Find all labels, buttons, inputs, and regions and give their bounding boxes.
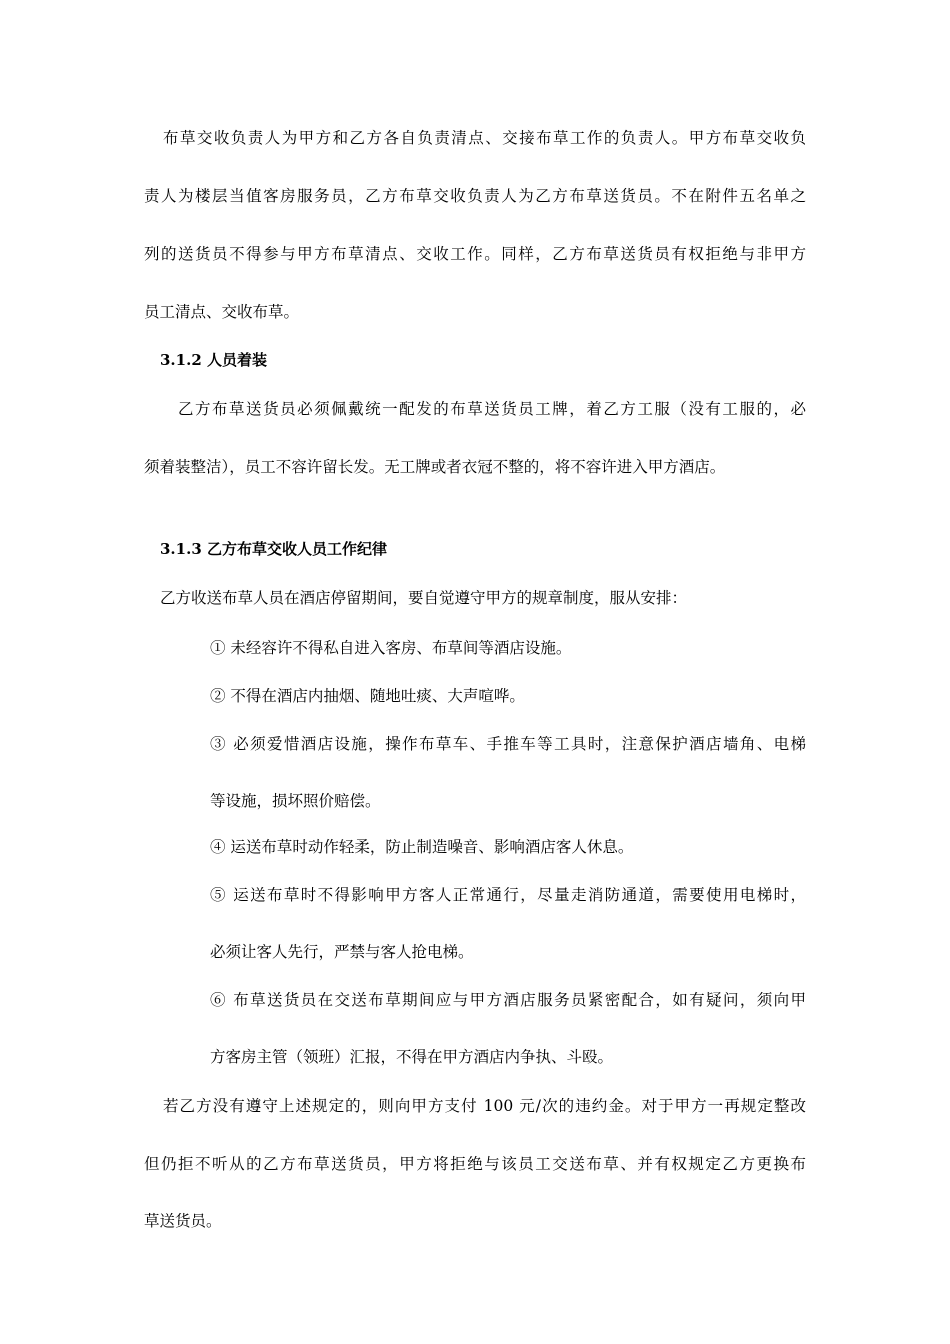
list-item: ③ 必须爱惜酒店设施，操作布草车、手推车等工具时，注意保护酒店墙角、电梯: [210, 735, 806, 753]
list-item-continuation: 必须让客人先行，严禁与客人抢电梯。: [210, 943, 474, 961]
paragraph-line: 若乙方没有遵守上述规定的，则向甲方支付 100 元/次的违约金。对于甲方一再规定整改: [163, 1097, 806, 1115]
list-item: ⑤ 运送布草时不得影响甲方客人正常通行，尽量走消防通道，需要使用电梯时，: [210, 886, 806, 904]
section-heading: 3.1.2 人员着装: [160, 351, 267, 369]
list-item: ② 不得在酒店内抽烟、随地吐痰、大声喧哗。: [210, 687, 525, 705]
list-item: ① 未经容许不得私自进入客房、布草间等酒店设施。: [210, 639, 572, 657]
paragraph-line: 布草交收负责人为甲方和乙方各自负责清点、交接布草工作的负责人。甲方布草交收负: [163, 129, 806, 147]
list-item: ④ 运送布草时动作轻柔，防止制造噪音、影响酒店客人休息。: [210, 838, 634, 856]
list-item-continuation: 方客房主管（领班）汇报，不得在甲方酒店内争执、斗殴。: [210, 1048, 614, 1066]
paragraph-line: 须着装整洁），员工不容许留长发。无工牌或者衣冠不整的，将不容许进入甲方酒店。: [144, 458, 726, 476]
intro-line: 乙方收送布草人员在酒店停留期间，要自觉遵守甲方的规章制度，服从安排：: [160, 589, 688, 607]
paragraph-line: 草送货员。: [144, 1212, 222, 1230]
paragraph-line: 乙方布草送货员必须佩戴统一配发的布草送货员工牌，着乙方工服（没有工服的，必: [178, 400, 806, 418]
list-item: ⑥ 布草送货员在交送布草期间应与甲方酒店服务员紧密配合，如有疑问，须向甲: [210, 991, 806, 1009]
paragraph-line: 但仍拒不听从的乙方布草送货员，甲方将拒绝与该员工交送布草、并有权规定乙方更换布: [144, 1155, 806, 1173]
list-item-continuation: 等设施，损坏照价赔偿。: [210, 792, 381, 810]
paragraph-line: 责人为楼层当值客房服务员，乙方布草交收负责人为乙方布草送货员。不在附件五名单之: [144, 187, 806, 205]
paragraph-line: 列的送货员不得参与甲方布草清点、交收工作。同样，乙方布草送货员有权拒绝与非甲方: [144, 245, 806, 263]
section-heading: 3.1.3 乙方布草交收人员工作纪律: [160, 540, 387, 558]
paragraph-line: 员工清点、交收布草。: [144, 303, 300, 321]
